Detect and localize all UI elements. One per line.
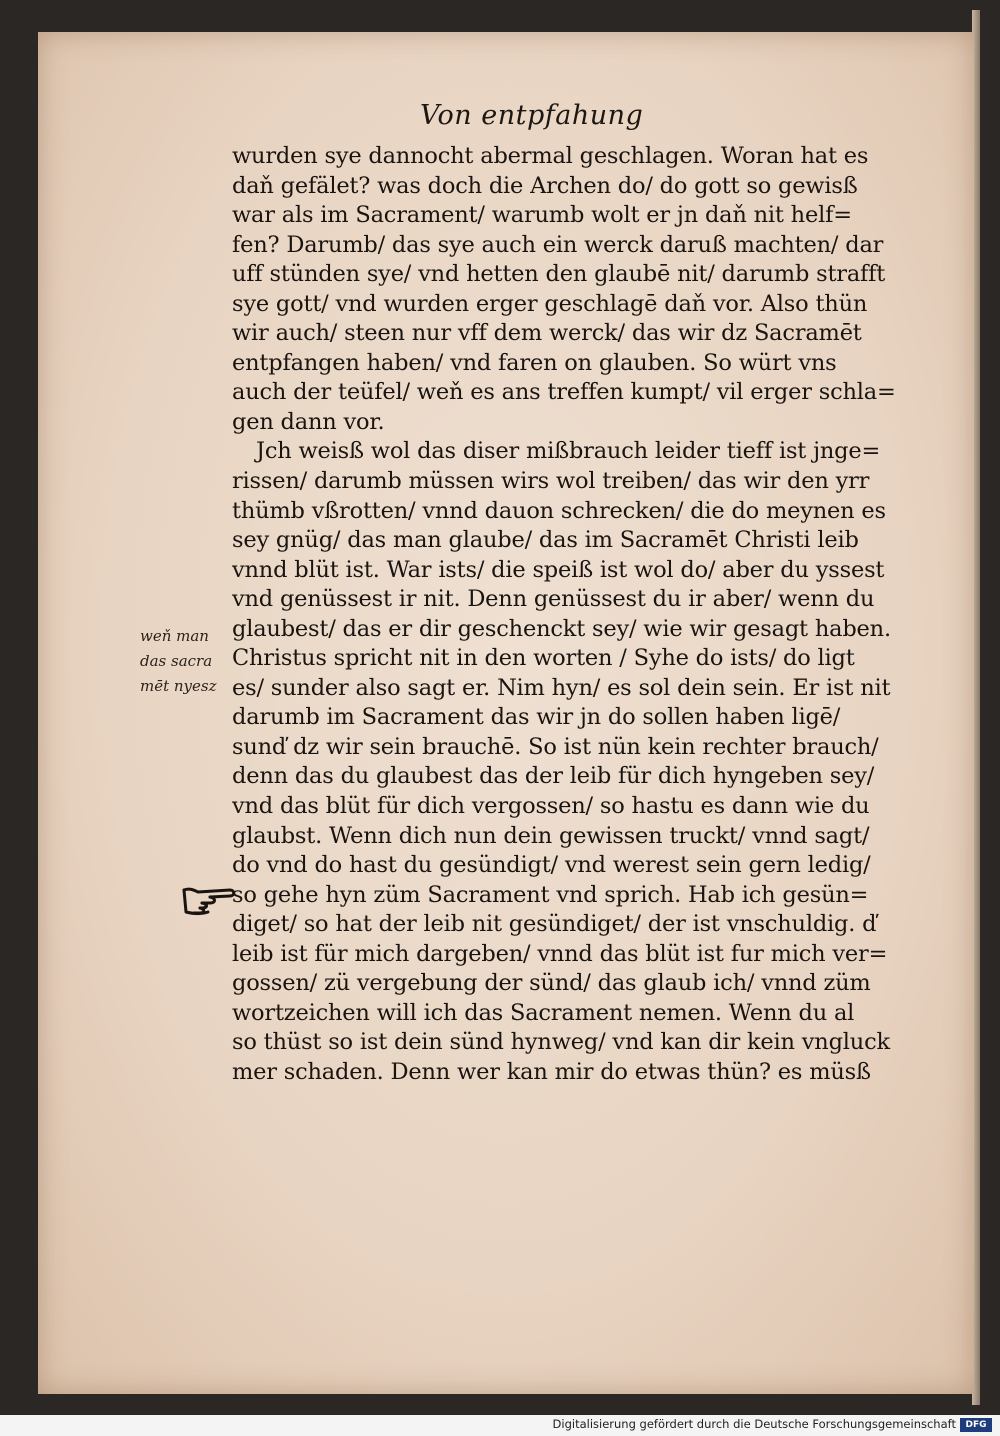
text-line: Christus spricht nit in den worten / Syhe do ists/ do ligt: [232, 645, 855, 672]
text-line: gen dann vor.: [232, 408, 385, 435]
text-line: sye gott/ vnd wurden erger geschlagē daň vor. Also thün: [232, 290, 868, 317]
body-text: [232, 142, 932, 1088]
footer-bar: [0, 1415, 1000, 1436]
text-line: so gehe hyn züm Sacrament vnd sprich. Hab ich gesün=: [232, 881, 869, 908]
text-line: leib ist für mich dargeben/ vnnd das blüt ist fur mich ver=: [232, 940, 888, 967]
text-line: wir auch/ steen nur vff dem werck/ das wir dz Sacramēt: [232, 320, 862, 347]
text-line: es/ sunder also sagt er. Nim hyn/ es sol dein sein. Er ist nit: [232, 674, 891, 701]
text-line: uff stünden sye/ vnd hetten den glaubē nit/ darumb strafft: [232, 261, 886, 288]
text-line: do vnd do hast du gesündigt/ vnd werest sein gern ledig/: [232, 852, 871, 879]
text-line: Jch weisß wol das diser mißbrauch leider tieff ist jnge=: [256, 438, 881, 465]
dfg-logo: DFG: [960, 1418, 992, 1432]
text-line: gossen/ zü vergebung der sünd/ das glaub ich/ vnnd züm: [232, 970, 871, 997]
running-head: Von entpfahung: [420, 100, 644, 131]
text-line: glaubst. Wenn dich nun dein gewissen truckt/ vnnd sagt/: [232, 822, 870, 849]
text-line: fen? Darumb/ das sye auch ein werck daruß machten/ dar: [232, 231, 884, 258]
pointing-hand-icon: [180, 880, 238, 920]
footer-credit: Digitalisierung gefördert durch die Deutsche Forschungsgemeinschaft: [552, 1417, 956, 1431]
text-line: rissen/ darumb müssen wirs wol treiben/ das wir den yrr: [232, 468, 870, 495]
text-line: entpfangen haben/ vnd faren on glauben. So würt vns: [232, 349, 837, 376]
text-line: thümb vßrotten/ vnnd dauon schrecken/ die do meynen es: [232, 497, 886, 524]
text-line: sey gnüg/ das man glaube/ das im Sacramēt Christi leib: [232, 527, 859, 554]
text-line: daň gefälet? was doch die Archen do/ do gott so gewisß: [232, 172, 858, 199]
text-line: denn das du glaubest das der leib für dich hyngeben sey/: [232, 763, 875, 790]
text-line: vnd das blüt für dich vergossen/ so hastu es dann wie du: [232, 793, 870, 820]
marginal-note: [140, 624, 240, 699]
text-line: mer schaden. Denn wer kan mir do etwas thün? es müsß: [232, 1058, 871, 1085]
text-line: so thüst so ist dein sünd hynweg/ vnd kan dir kein vngluck: [232, 1029, 890, 1056]
text-line: sunď dz wir sein brauchē. So ist nün kein rechter brauch/: [232, 733, 879, 760]
marginal-note-line: das sacra: [140, 652, 213, 670]
text-line: vnd genüssest ir nit. Denn genüssest du ir aber/ wenn du: [232, 586, 875, 613]
text-line: vnnd blüt ist. War ists/ die speiß ist wol do/ aber du yssest: [232, 556, 885, 583]
text-line: wortzeichen will ich das Sacrament nemen. Wenn du al: [232, 999, 855, 1026]
text-line: darumb im Sacrament das wir jn do sollen haben ligē/: [232, 704, 841, 731]
text-line: glaubest/ das er dir geschenckt sey/ wie wir gesagt haben.: [232, 615, 891, 642]
marginal-note-line: weň man: [140, 627, 209, 645]
marginal-note-line: mēt nyesz: [140, 677, 217, 695]
text-line: auch der teüfel/ weň es ans treffen kumpt/ vil erger schla=: [232, 379, 896, 406]
text-line: diget/ so hat der leib nit gesündiget/ der ist vnschuldig. ď: [232, 911, 877, 938]
text-line: wurden sye dannocht abermal geschlagen. Woran hat es: [232, 143, 869, 169]
text-line: war als im Sacrament/ warumb wolt er jn daň nit helf=: [232, 202, 852, 229]
